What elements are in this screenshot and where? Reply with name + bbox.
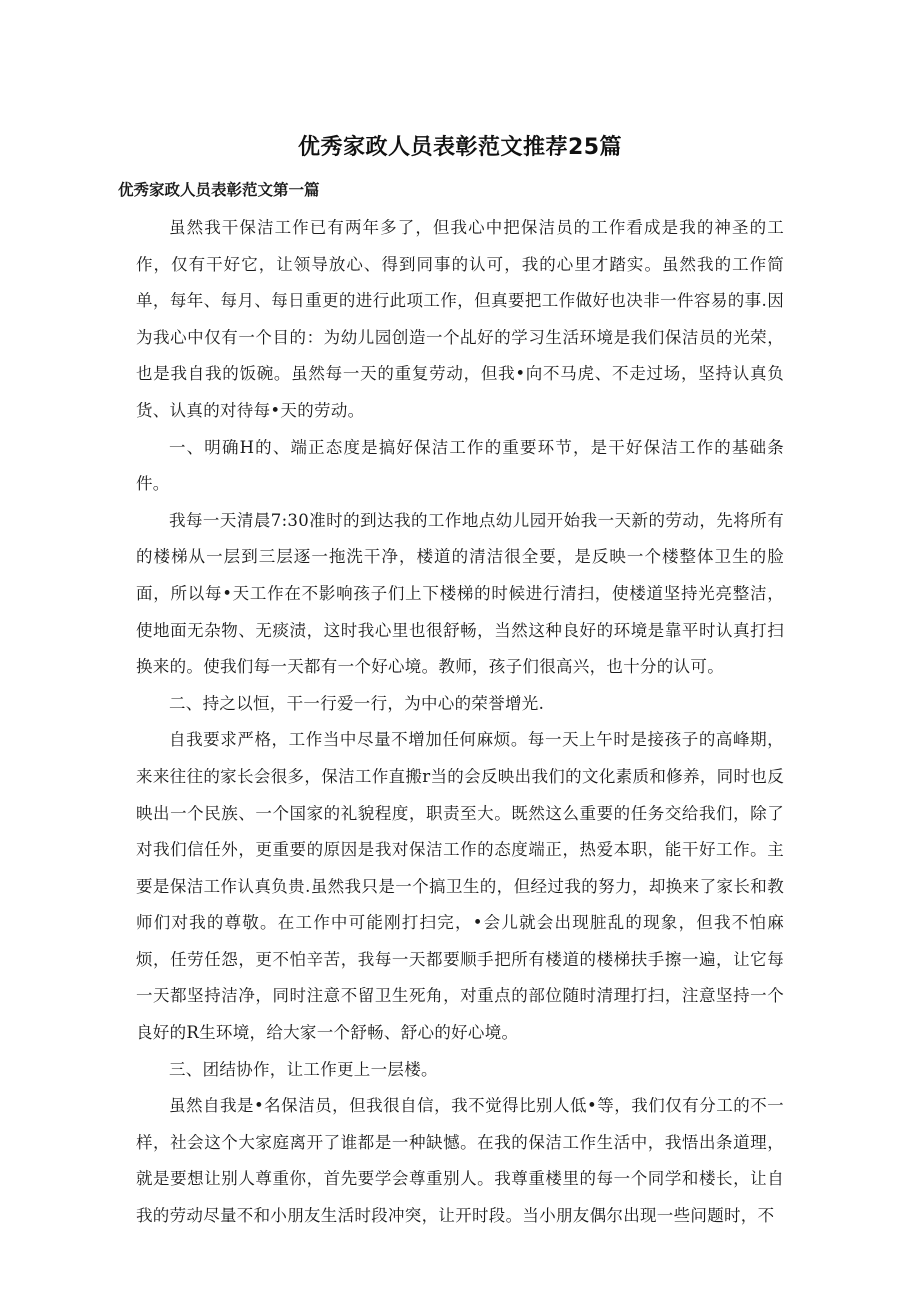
paragraph-intro: 虽然我干保洁工作已有两年多了，但我心中把保洁员的工作看成是我的神圣的工作，仅有干好它，让领导放心、得到同事的认可，我的心里才踏实。虽然我的工作简单，每年、每月、每日重更的进行此项工作，但真要把工作做好也决非一件容易的事.因为我心中仅有一个目的：为幼儿园创造一个乩好的学习生活环境是我们保洁员的光荣，也是我自我的饭碗。虽然每一天的重复劳动，但我•向不马虎、不走过场，坚持认真负货、认真的对待每•天的劳动。 [136, 218, 784, 420]
paragraph-heading-two: 二、持之以恒，干一行爱一行，为中心的荣誉增光. [169, 693, 545, 713]
paragraph-teamwork: 虽然自我是•名保洁员，但我很自信，我不觉得比别人低•等，我们仅有分工的不一样，社会这个大家庭离开了谁都是一种缺憾。在我的保洁工作生活中，我悟出条道理，就是要想让别人尊重你，首先要学会尊重别人。我尊重楼里的每一个同学和楼长，让自我的劳动尽量不和小朋友生活时段冲突，让开时段。当小朋友偶尔出现一些问题时，不 [136, 1096, 784, 1226]
document-title: 优秀家政人员表彰范文推荐25篇 [297, 135, 623, 160]
section-heading: 优秀家政人员表彰范文第一篇 [118, 180, 320, 199]
paragraph-heading-three: 三、团结协作，让工作更上一层楼。 [169, 1059, 438, 1079]
paragraph-self-discipline: 自我要求严格，工作当中尽量不增加任何麻烦。每一天上午时是接孩子的高峰期，来来往往的家长会很多，保洁工作直搬r当的会反映出我们的文化素质和修养，同时也反映出一个民族、一个国家的礼貌程度，职责至大。既然这么重要的任务交给我们，除了对我们信任外，更重要的原因是我对保洁工作的态度端正，热爱本职，能干好工作。主要是保洁工作认真负贵.虽然我只是一个搞卫生的，但经过我的努力，却换来了家长和教师们对我的尊敬。在工作中可能刚打扫完，•会儿就会出现脏乱的现象，但我不怕麻烦，任劳任怨，更不怕辛苦，我每一天都要顺手把所有楼道的楼梯扶手擦一遍，让它每一天都坚持洁净，同时注意不留卫生死角，对重点的部位随时清理打扫，注意坚持一个良好的R生环境，给大家一个舒畅、舒心的好心境。 [136, 730, 784, 1043]
paragraph-daily-routine: 我每一天清晨7:30准时的到达我的工作地点幼儿园开始我一天新的劳动，先将所有的楼梯从一层到三层逐一拖洗干净，楼道的清洁很全要，是反映一个楼整体卫生的脸面，所以每•天工作在不影响孩子们上下楼梯的时候进行清扫，使楼道坚持光亮整洁，使地面无杂物、无痰渍，这时我心里也很舒畅，当然这种良好的环境是靠平时认真打扫换来的。使我们每一天都有一个好心境。教师，孩子们很高兴，也十分的认可。 [136, 510, 784, 677]
paragraph-heading-one: 一、明确H的、端正态度是搞好保洁工作的重要环节，是干好保洁工作的基础条件。 [136, 437, 784, 494]
document-body [136, 210, 784, 1235]
